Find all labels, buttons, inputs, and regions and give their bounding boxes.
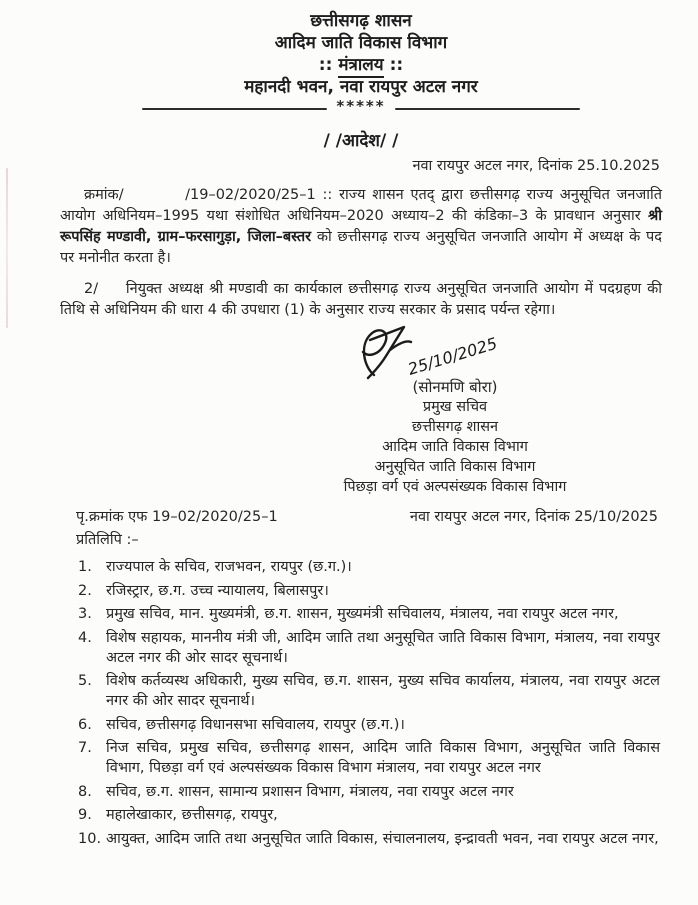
department-name: आदिम जाति विकास विभाग <box>274 33 448 53</box>
paragraph-1-text-a: राज्य शासन एतद् द्वारा छत्तीसगढ़ राज्य अनुसूचित जनजाति आयोग अधिनियम–1995 यथा संशोधित अधिनियम–2020 अध्याय–2 की कंडिका–3 के प्रावधान अनुसार <box>60 187 662 224</box>
endorsement-row <box>60 506 662 526</box>
serial-number: /19–02/2020/25–1 :: <box>185 187 333 203</box>
header-divider <box>142 97 580 118</box>
copy-recipient-8: सचिव, छ.ग. शासन, सामान्य प्रशासन विभाग, मंत्रालय, नवा रायपुर अटल नगर <box>106 783 514 800</box>
order-title: / /आदेश/ / <box>323 131 399 151</box>
letterhead <box>60 10 662 118</box>
dateline-top: नवा रायपुर अटल नगर, दिनांक 25.10.2025 <box>412 158 660 174</box>
copy-recipient-1: राज्यपाल के सचिव, राजभवन, रायपुर (छ.ग.)। <box>106 559 352 575</box>
signature-block <box>300 323 610 497</box>
copy-recipient-10: आयुक्त, आदिम जाति तथा अनुसूचित जाति विकास, संचालनालय, इन्द्रावती भवन, नवा रायपुर अटल नगर, <box>106 830 659 847</box>
endorsement-dateline: नवा रायपुर अटल नगर, दिनांक 25/10/2025 <box>409 509 658 525</box>
copy-recipient-5: विशेष कर्तव्यस्थ अधिकारी, मुख्य सचिव, छ.ग. शासन, मुख्य सचिव कार्यालय, मंत्रालय, नवा रायपुर अटल नगर की ओर सादर सूचनार्थ। <box>106 673 660 709</box>
appointee-name: श्री रूपसिंह मण्डावी, ग्राम–फरसागुड़ा, जिला–बस्तर <box>60 208 662 245</box>
signatory-org-1: छत्तीसगढ़ शासन <box>411 419 499 435</box>
signatory-designation: प्रमुख सचिव <box>422 399 488 415</box>
signatory-org-3: अनुसूचित जाति विकास विभाग <box>374 459 536 475</box>
signatory-name: (सोनमणि बोरा) <box>412 378 498 396</box>
ministry-word: मंत्रालय <box>338 55 383 78</box>
copy-recipient-7: निज सचिव, प्रमुख सचिव, छत्तीसगढ़ शासन, आदिम जाति विकास विभाग, अनुसूचित जाति विकास विभाग, पिछड़ा वर्ग एवं अल्पसंख्यक विकास विभाग मंत्रालय, नवा रायपुर अटल नगर <box>106 740 660 776</box>
signature-date-text: 25/10/2025 <box>405 333 500 379</box>
ministry-prefix: :: <box>318 55 333 75</box>
divider-stars: ***** <box>336 97 386 115</box>
government-name: छत्तीसगढ़ शासन <box>310 11 412 31</box>
ministry-line <box>60 54 662 76</box>
signatory-org-4: पिछड़ा वर्ग एवं अल्पसंख्यक विकास विभाग <box>343 479 567 495</box>
signature-flourish <box>368 327 404 378</box>
scan-edge-artifact <box>6 168 8 328</box>
copy-recipient-3: प्रमुख सचिव, मान. मुख्यमंत्री, छ.ग. शासन, मुख्यमंत्री सचिवालय, मंत्रालय, नवा रायपुर अटल नगर, <box>106 606 619 622</box>
paragraph-2-number: 2/ <box>84 281 99 297</box>
ministry-suffix: :: <box>389 55 404 75</box>
address-line: महानदी भवन, नवा रायपुर अटल नगर <box>244 77 478 97</box>
order-paragraph-1 <box>60 185 662 269</box>
serial-label: क्रमांक/ <box>84 187 124 203</box>
paragraph-2-text: नियुक्त अध्यक्ष श्री मण्डावी का कार्यकाल छत्तीसगढ़ राज्य अनुसूचित जनजाति आयोग में पदग्रहण की तिथि से अधिनियम की धारा 4 की उपधारा (1) के अनुसार राज्य सरकार के प्रसाद पर्यन्त रहेगा। <box>60 281 663 318</box>
copy-to-label: प्रतिलिपि :– <box>76 532 139 548</box>
copy-recipient-9: महालेखाकार, छत्तीसगढ़, रायपुर, <box>106 807 278 823</box>
copy-recipient-6: सचिव, छत्तीसगढ़ विधानसभा सचिवालय, रायपुर (छ.ग.)। <box>106 716 405 733</box>
divider-line-right <box>395 108 580 110</box>
signatory-org-2: आदिम जाति विकास विभाग <box>382 439 528 455</box>
copy-recipient-4: विशेष सहायक, माननीय मंत्री जी, आदिम जाति तथा अनुसूचित जाति विकास विभाग, मंत्रालय, नवा रायपुर अटल नगर की ओर सादर सूचनार्थ। <box>106 629 660 666</box>
divider-line-left <box>142 108 327 110</box>
paragraph-1-text-b: को छत्तीसगढ़ राज्य अनुसूचित जनजाति आयोग में अध्यक्ष के पद पर मनोनीत करता है। <box>60 229 662 266</box>
copy-recipient-2: रजिस्ट्रार, छ.ग. उच्च न्यायालय, बिलासपुर। <box>106 582 329 599</box>
order-paragraph-2 <box>60 279 662 321</box>
endorsement-ref-number: पृ.क्रमांक एफ 19–02/2020/25–1 <box>76 509 278 525</box>
copy-recipients-list <box>60 557 662 849</box>
